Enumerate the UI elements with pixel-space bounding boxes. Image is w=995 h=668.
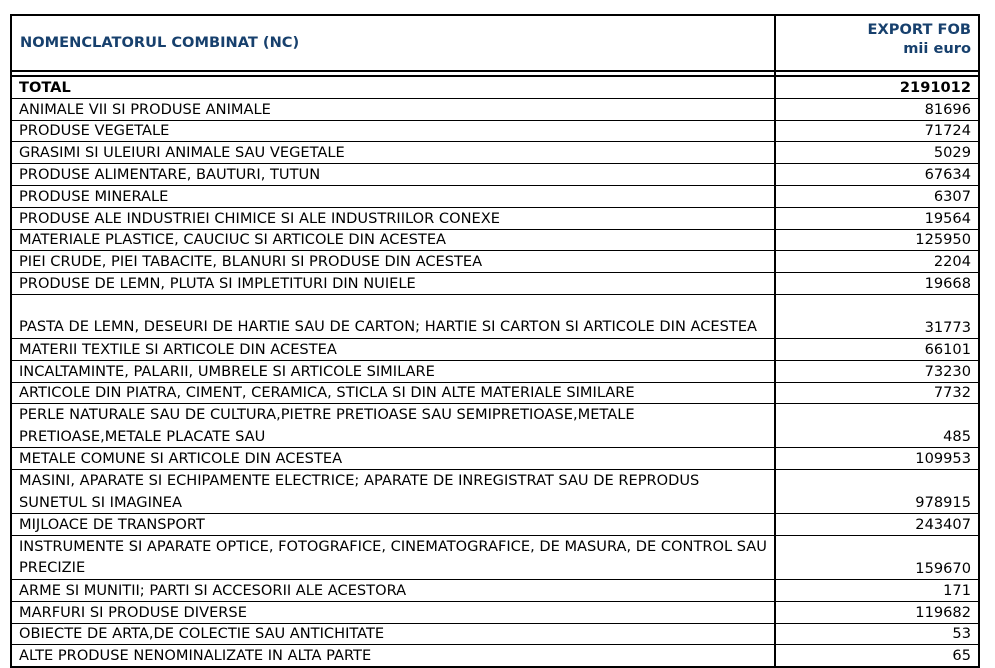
column-header-export [775,15,979,71]
table-row [11,273,979,295]
row-label: GRASIMI SI ULEIURI ANIMALE SAU VEGETALE [11,142,775,164]
row-value: 19564 [775,207,979,229]
row-label: PIEI CRUDE, PIEI TABACITE, BLANURI SI PRODUSE DIN ACESTEA [11,251,775,273]
table-body [11,71,979,667]
row-label: ARTICOLE DIN PIATRA, CIMENT, CERAMICA, STICLA SI DIN ALTE MATERIALE SIMILARE [11,382,775,404]
table-row [11,579,979,601]
row-label: ALTE PRODUSE NENOMINALIZATE IN ALTA PARTE [11,645,775,667]
row-value: 65 [775,645,979,667]
row-label: PRODUSE VEGETALE [11,120,775,142]
table-row [11,251,979,273]
row-value: 19668 [775,273,979,295]
table-row [11,229,979,251]
total-row [11,76,979,98]
row-value: 73230 [775,360,979,382]
row-value: 53 [775,623,979,645]
table-row [11,185,979,207]
table-row [11,404,979,448]
row-value: 81696 [775,98,979,120]
column-header-export-unit: mii euro [903,40,971,57]
row-label: ARME SI MUNITII; PARTI SI ACCESORII ALE ACESTORA [11,579,775,601]
header-row [11,15,979,71]
row-value: 2191012 [775,76,979,98]
row-value: 125950 [775,229,979,251]
row-label: MASINI, APARATE SI ECHIPAMENTE ELECTRICE; APARATE DE INREGISTRAT SAU DE REPRODUS SUNETUL SI IMAGINEA [11,470,775,514]
table-row [11,535,979,579]
table-row [11,623,979,645]
row-value: 2204 [775,251,979,273]
table-row [11,98,979,120]
row-value: 109953 [775,448,979,470]
row-value: 71724 [775,120,979,142]
column-header-export-title: EXPORT FOB [867,21,971,38]
export-table [10,14,980,668]
table-row [11,645,979,667]
table-row [11,207,979,229]
row-label: PERLE NATURALE SAU DE CULTURA,PIETRE PRETIOASE SAU SEMIPRETIOASE,METALE PRETIOASE,METALE PLACATE SAU [11,404,775,448]
table-row [11,601,979,623]
row-value: 171 [775,579,979,601]
row-label: MATERIALE PLASTICE, CAUCIUC SI ARTICOLE DIN ACESTEA [11,229,775,251]
row-label: OBIECTE DE ARTA,DE COLECTIE SAU ANTICHITATE [11,623,775,645]
row-value: 243407 [775,514,979,536]
row-label: PRODUSE ALE INDUSTRIEI CHIMICE SI ALE INDUSTRIILOR CONEXE [11,207,775,229]
table-row [11,382,979,404]
row-label: PASTA DE LEMN, DESEURI DE HARTIE SAU DE CARTON; HARTIE SI CARTON SI ARTICOLE DIN ACESTEA [11,294,775,338]
table-row [11,164,979,186]
table-row [11,360,979,382]
row-label: INCALTAMINTE, PALARII, UMBRELE SI ARTICOLE SIMILARE [11,360,775,382]
row-value: 978915 [775,470,979,514]
row-value: 485 [775,404,979,448]
row-label: MIJLOACE DE TRANSPORT [11,514,775,536]
row-label: INSTRUMENTE SI APARATE OPTICE, FOTOGRAFICE, CINEMATOGRAFICE, DE MASURA, DE CONTROL SAU PRECIZIE [11,535,775,579]
row-label: PRODUSE MINERALE [11,185,775,207]
row-value: 6307 [775,185,979,207]
row-label: PRODUSE ALIMENTARE, BAUTURI, TUTUN [11,164,775,186]
table-row [11,448,979,470]
row-value: 5029 [775,142,979,164]
table-row [11,514,979,536]
row-label: TOTAL [11,76,775,98]
row-value: 31773 [775,294,979,338]
row-value: 66101 [775,338,979,360]
row-value: 7732 [775,382,979,404]
row-label: METALE COMUNE SI ARTICOLE DIN ACESTEA [11,448,775,470]
row-label: MATERII TEXTILE SI ARTICOLE DIN ACESTEA [11,338,775,360]
table-row [11,294,979,338]
row-label: PRODUSE DE LEMN, PLUTA SI IMPLETITURI DIN NUIELE [11,273,775,295]
row-value: 119682 [775,601,979,623]
table-row [11,470,979,514]
table-row [11,120,979,142]
column-header-nomenclature: NOMENCLATORUL COMBINAT (NC) [11,15,775,71]
row-value: 159670 [775,535,979,579]
row-label: ANIMALE VII SI PRODUSE ANIMALE [11,98,775,120]
row-value: 67634 [775,164,979,186]
table-row [11,338,979,360]
row-label: MARFURI SI PRODUSE DIVERSE [11,601,775,623]
table-row [11,142,979,164]
